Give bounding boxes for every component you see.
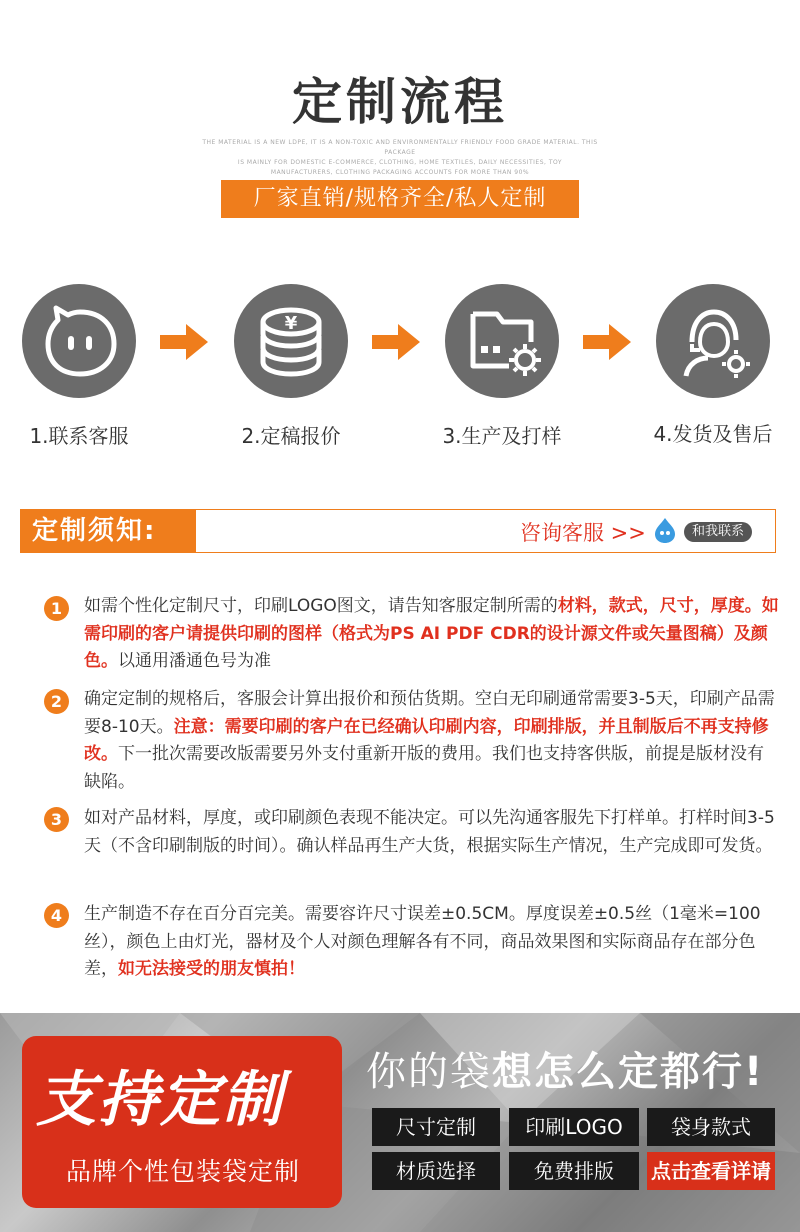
step-1-circle [22,284,136,398]
notice-item-1 [84,593,780,676]
tag-bag-style[interactable]: 袋身款式 [647,1108,775,1146]
notice-item-2 [84,686,780,796]
item-number-1: 1 [44,596,69,621]
item-highlight: 注意：需要印刷的客户在已经确认印刷内容，印刷排版，并且制版后不再支持修改。 [84,716,769,764]
item-number-4: 4 [44,903,69,928]
slogan-b: 想怎么定都行! [492,1049,765,1095]
item-highlight: 如无法接受的朋友慎拍！ [118,959,305,979]
subtext-line: IS MAINLY FOR DOMESTIC E-COMMERCE, CLOTHING, HOME TEXTILES, DAILY NECESSITIES, TOY [237,159,563,166]
support-text-a: 支持 [36,1065,160,1135]
item-text: 生产制造不存在百分百完美。需要容许尺寸误差±0.5CM。厚度误差±0.5丝（1毫米=100丝），颜色上由灯光，器材及个人对颜色理解各有不同，商品效果图和实际商品存在部分色差， [84,904,761,979]
slogan [366,1040,764,1097]
page-title: 定制流程 [292,73,508,131]
slogan-a: 你的袋 [366,1049,492,1095]
tag-material[interactable]: 材质选择 [372,1152,500,1190]
item-text: 确定定制的规格后，客服会计算出报价和预估货期。空白无印刷通常需要3-5天，印刷产品需要8-10天。 [84,689,775,737]
brand-subtitle: 品牌个性包装袋定制 [65,1157,300,1186]
item-highlight: 材料，款式，尺寸，厚度。如需印刷的客户请提供印刷的图样（格式为PS AI PDF CDR的设计源文件或矢量图稿）及颜色。 [84,596,779,671]
arrow-right-icon [160,322,210,362]
step-4-circle [656,284,770,398]
item-text: 如需个性化定制尺寸，印刷LOGO图文，请告知客服定制所需的 [84,596,558,616]
tag-free-layout[interactable]: 免费排版 [509,1152,639,1190]
svg-text:¥: ¥ [284,313,298,334]
step-2-circle [234,284,348,398]
contact-button[interactable]: 和我联系 [684,522,752,542]
notice-item-4 [84,901,780,984]
view-details-button[interactable]: 点击查看详请 [647,1152,775,1190]
factory-banner: 厂家直销/规格齐全/私人定制 [221,180,579,218]
item-number-3: 3 [44,807,69,832]
support-custom-title [36,1052,284,1138]
step-2-label: 2.定稿报价 [241,424,341,448]
subtext-line: MANUFACTURERS, CLOTHING PACKAGING ACCOUNTS FOR MORE THAN 90% [270,169,530,176]
item-text: 下一批次需要改版需要另外支付重新开版的费用。我们也支持客供版，前提是版材没有缺陷。 [84,744,764,792]
consult-link[interactable]: 咨询客服 >> [520,521,646,545]
english-subtext [190,138,610,178]
folder-gear-icon [445,284,559,398]
chat-face-icon [22,284,136,398]
notice-item-3 [84,805,780,860]
item-text: 如对产品材料，厚度，或印刷颜色表现不能决定。可以先沟通客服先下打样单。打样时间3-5天（不含印刷制版的时间）。确认样品再生产大货，根据实际生产情况，生产完成即可发货。 [84,808,775,856]
notice-title: 定制须知: [20,509,196,553]
yen-coins-icon [234,284,348,398]
step-1-label: 1.联系客服 [29,424,129,448]
step-3-circle [445,284,559,398]
item-number-2: 2 [44,689,69,714]
item-text: 以通用潘通色号为准 [118,651,271,671]
tag-size-custom[interactable]: 尺寸定制 [372,1108,500,1146]
arrow-right-icon [372,322,422,362]
support-text-b: 定制 [160,1065,284,1135]
subtext-line: THE MATERIAL IS A NEW LDPE, IT IS A NON-TOXIC AND ENVIRONMENTALLY FRIENDLY FOOD GRADE MATERIAL. THIS PACKAGE [202,139,598,156]
tag-print-logo[interactable]: 印刷LOGO [509,1108,639,1146]
service-mascot-icon[interactable] [651,516,679,544]
step-4-label: 4.发货及售后 [653,422,773,446]
headset-agent-icon [656,284,770,398]
arrow-right-icon [583,322,633,362]
step-3-label: 3.生产及打样 [442,424,562,448]
